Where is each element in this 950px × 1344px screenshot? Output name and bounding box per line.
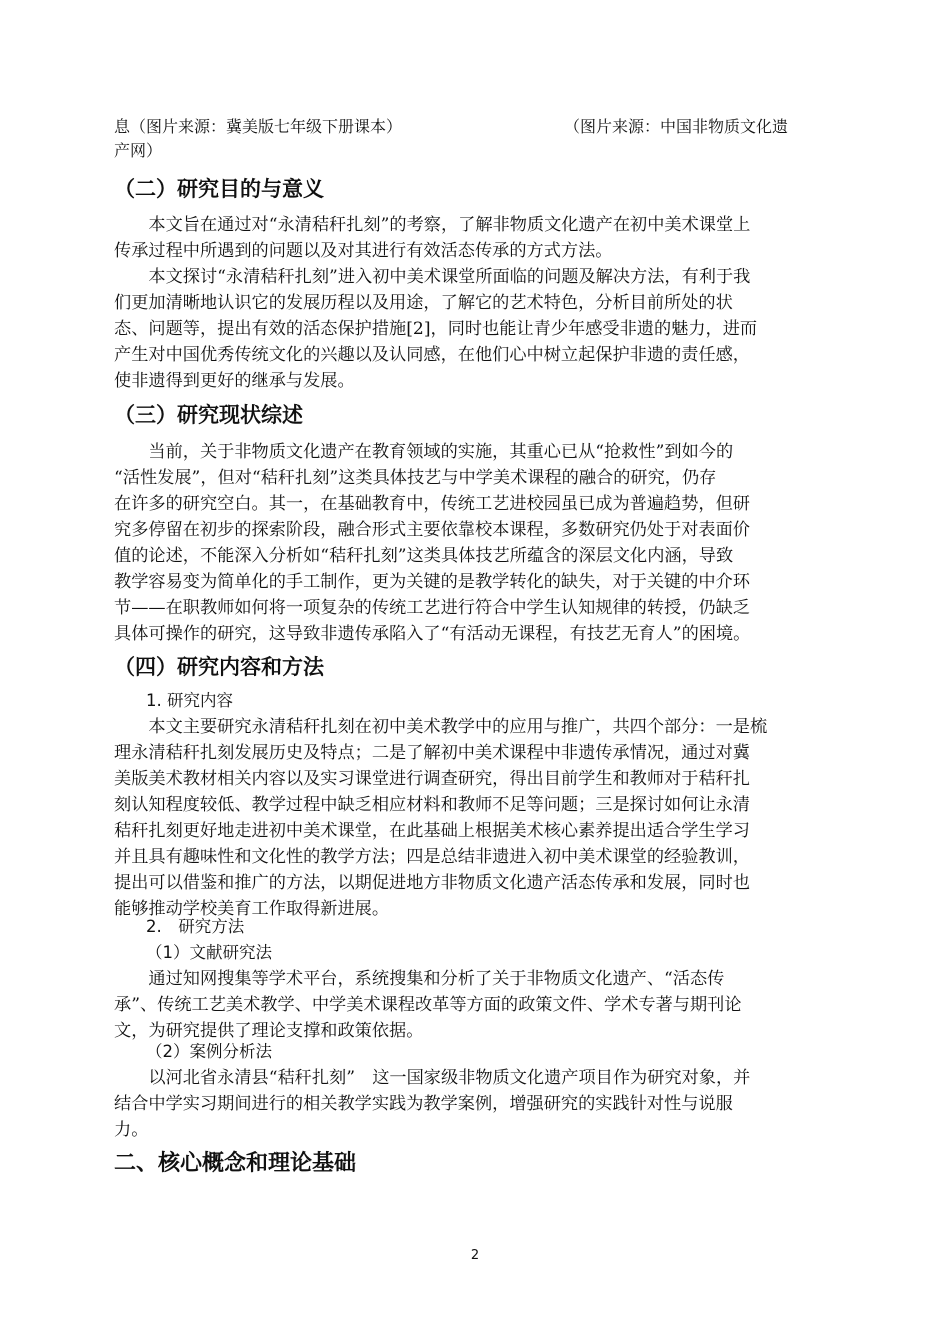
paragraph-line: 本文主要研究永清秸秆扎刻在初中美术教学中的应用与推广，共四个部分：一是梳 (114, 717, 768, 737)
figure-caption-left: 息（图片来源：冀美版七年级下册课本） (114, 117, 403, 136)
paragraph-line: “活性发展”，但对“秸秆扎刻”这类具体技艺与中学美术课程的融合的研究，仍存 (114, 468, 717, 488)
paragraph-line: 以河北省永清县“秸秆扎刻” 这一国家级非物质文化遗产项目作为研究对象，并 (114, 1068, 751, 1088)
paragraph-line: 当前，关于非物质文化遗产在教育领域的实施，其重心已从“抢救性”到如今的 (114, 442, 734, 462)
paragraph-line: 传承过程中所遇到的问题以及对其进行有效活态传承的方式方法。 (114, 241, 613, 261)
paragraph-line: 能够推动学校美育工作取得新进展。 (114, 899, 390, 919)
paragraph-line: 教学容易变为简单化的手工制作，更为关键的是教学转化的缺失，对于关键的中介环 (114, 572, 750, 592)
paragraph-line: 提出可以借鉴和推广的方法，以期促进地方非物质文化遗产活态传承和发展，同时也 (114, 873, 750, 893)
method-heading-literature: （1）文献研究法 (146, 943, 272, 962)
paragraph-line: 刻认知程度较低、教学过程中缺乏相应材料和教师不足等问题；三是探讨如何让永清 (114, 795, 750, 815)
paragraph-line: 文，为研究提供了理论支撑和政策依据。 (114, 1021, 424, 1041)
paragraph-line: 结合中学实习期间进行的相关教学实践为教学案例，增强研究的实践针对性与说服 (114, 1094, 733, 1114)
paragraph-line: 通过知网搜集等学术平台，系统搜集和分析了关于非物质文化遗产、“活态传 (114, 969, 725, 989)
method-heading-case-study: （2）案例分析法 (146, 1042, 272, 1061)
paragraph-line: 节——在职教师如何将一项复杂的传统工艺进行符合中学生认知规律的转授，仍缺乏 (114, 598, 750, 618)
paragraph-line: 们更加清晰地认识它的发展历程以及用途，了解它的艺术特色，分析目前所处的状 (114, 293, 733, 313)
paragraph-line: 究多停留在初步的探索阶段，融合形式主要依靠校本课程，多数研究仍处于对表面价 (114, 520, 750, 540)
subsection-heading-content: 1. 研究内容 (146, 691, 233, 710)
subsection-heading-methods: 2. 研究方法 (146, 917, 245, 936)
paragraph-line: 力。 (114, 1120, 149, 1140)
paragraph-line: 并且具有趣味性和文化性的教学方法；四是总结非遗进入初中美术课堂的经验教训， (114, 847, 750, 867)
paragraph-line: 本文旨在通过对“永清秸秆扎刻”的考察，了解非物质文化遗产在初中美术课堂上 (114, 215, 751, 235)
paragraph-line: 使非遗得到更好的继承与发展。 (114, 371, 355, 391)
paragraph-line: 秸秆扎刻更好地走进初中美术课堂，在此基础上根据美术核心素养提出适合学生学习 (114, 821, 750, 841)
paragraph-line: 在许多的研究空白。其一，在基础教育中，传统工艺进校园虽已成为普遍趋势，但研 (114, 494, 750, 514)
paragraph-line: 本文探讨“永清秸秆扎刻”进入初中美术课堂所面临的问题及解决方法，有利于我 (114, 267, 751, 287)
figure-caption-continuation: 产网） (114, 141, 163, 160)
section-heading-content-methods: （四）研究内容和方法 (114, 655, 324, 679)
page-number: 2 (470, 1248, 480, 1263)
paragraph-line: 承”、传统工艺美术教学、中学美术课程改革等方面的政策文件、学术专著与期刊论 (114, 995, 742, 1015)
paragraph-line: 美版美术教材相关内容以及实习课堂进行调查研究，得出目前学生和教师对于秸秆扎 (114, 769, 750, 789)
section-heading-status: （三）研究现状综述 (114, 403, 303, 427)
paragraph-line: 值的论述，不能深入分析如“秸秆扎刻”这类具体技艺所蕴含的深层文化内涵，导致 (114, 546, 734, 566)
paragraph-line: 理永清秸秆扎刻发展历史及特点；二是了解初中美术课程中非遗传承情况，通过对冀 (114, 743, 750, 763)
paragraph-line: 具体可操作的研究，这导致非遗传承陷入了“有活动无课程，有技艺无育人”的困境。 (114, 624, 751, 644)
section-heading-purpose: （二）研究目的与意义 (114, 177, 324, 201)
figure-caption-right: （图片来源：中国非物质文化遗 (564, 117, 789, 136)
paragraph-line: 态、问题等，提出有效的活态保护措施[2]，同时也能让青少年感受非遗的魅力，进而 (114, 319, 758, 339)
chapter-heading: 二、核心概念和理论基础 (114, 1151, 357, 1176)
paragraph-line: 产生对中国优秀传统文化的兴趣以及认同感，在他们心中树立起保护非遗的责任感， (114, 345, 750, 365)
